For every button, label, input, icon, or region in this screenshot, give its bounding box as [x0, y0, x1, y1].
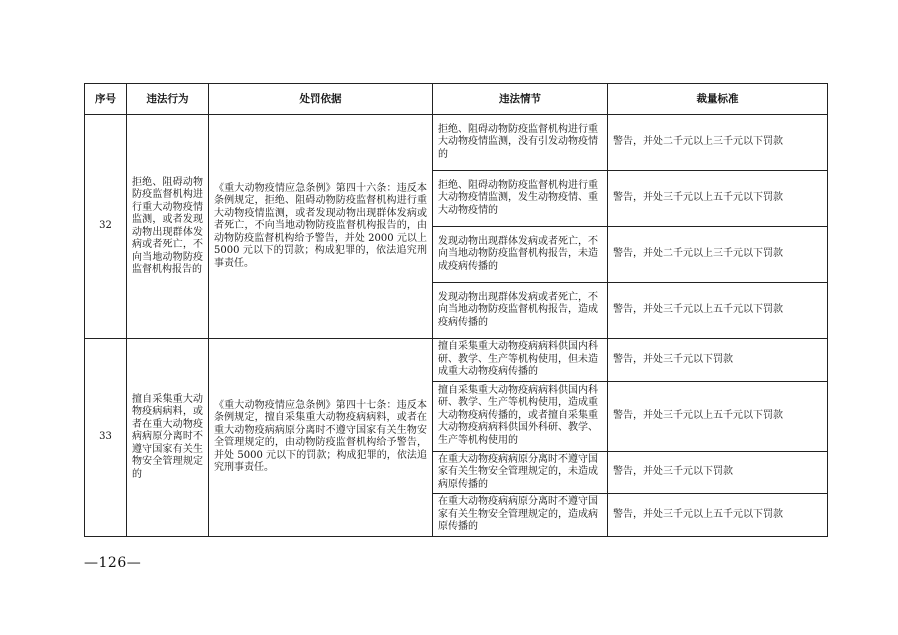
item-circumstance: 拒绝、阻碍动物防疫监督机构进行重大动物疫情监测，没有引发动物疫情的	[433, 115, 608, 171]
item-circumstance: 在重大动物疫病病原分离时不遵守国家有关生物安全管理规定的，造成病原传播的	[433, 494, 608, 537]
header-legal-basis: 处罚依据	[209, 84, 433, 115]
item-seq: 32	[85, 115, 127, 339]
page-number: —126—	[84, 555, 142, 571]
item-standard: 警告，并处三千元以上五千元以下罚款	[608, 381, 828, 451]
item-standard: 警告，并处三千元以上五千元以下罚款	[608, 171, 828, 227]
item-standard: 警告，并处二千元以上三千元以下罚款	[608, 115, 828, 171]
header-circumstances: 违法情节	[433, 84, 608, 115]
item-violation: 擅自采集重大动物疫病病料，或者在重大动物疫病病原分离时不遵守国家有关生物安全管理规定的	[127, 339, 209, 537]
item-circumstance: 发现动物出现群体发病或者死亡，不向当地动物防疫监督机构报告，未造成疫病传播的	[433, 227, 608, 283]
item-circumstance: 擅自采集重大动物疫病病料供国内科研、教学、生产等机构使用，但未造成重大动物疫病传播的	[433, 339, 608, 382]
item-standard: 警告，并处三千元以上五千元以下罚款	[608, 283, 828, 339]
header-discretion-standard: 裁量标准	[608, 84, 828, 115]
item-legal-basis: 《重大动物疫情应急条例》第四十六条：违反本条例规定，拒绝、阻碍动物防疫监督机构进行重大动物疫情监测，或者发现动物出现群体发病或者死亡，不向当地动物防疫监督机构报告的，由动物防疫监督机构给予警告，并处 2000 元以上 5000 元以下的罚款；构成犯罪的，依法追究刑事责任。	[209, 115, 433, 339]
table-row	[85, 339, 828, 382]
item-standard: 警告，并处二千元以上三千元以下罚款	[608, 227, 828, 283]
header-violation: 违法行为	[127, 84, 209, 115]
item-circumstance: 在重大动物疫病病原分离时不遵守国家有关生物安全管理规定的，未造成病原传播的	[433, 451, 608, 494]
item-standard: 警告，并处三千元以上五千元以下罚款	[608, 494, 828, 537]
item-circumstance: 发现动物出现群体发病或者死亡，不向当地动物防疫监督机构报告，造成疫病传播的	[433, 283, 608, 339]
item-circumstance: 擅自采集重大动物疫病病料供国内科研、教学、生产等机构使用，造成重大动物疫病传播的，或者擅自采集重大动物疫病病料供国外科研、教学、生产等机构使用的	[433, 381, 608, 451]
item-seq: 33	[85, 339, 127, 537]
item-violation: 拒绝、阻碍动物防疫监督机构进行重大动物疫情监测，或者发现动物出现群体发病或者死亡，不向当地动物防疫监督机构报告的	[127, 115, 209, 339]
item-legal-basis: 《重大动物疫情应急条例》第四十七条：违反本条例规定，擅自采集重大动物疫病病料，或者在重大动物疫病病原分离时不遵守国家有关生物安全管理规定的，由动物防疫监督机构给予警告，并处 5000 元以下的罚款；构成犯罪的，依法追究刑事责任。	[209, 339, 433, 537]
header-seq: 序号	[85, 84, 127, 115]
item-standard: 警告，并处三千元以下罚款	[608, 339, 828, 382]
item-circumstance: 拒绝、阻碍动物防疫监督机构进行重大动物疫情监测，发生动物疫情、重大动物疫情的	[433, 171, 608, 227]
table-row	[85, 115, 828, 171]
header-row	[85, 84, 828, 115]
penalty-table	[84, 83, 828, 537]
item-standard: 警告，并处三千元以下罚款	[608, 451, 828, 494]
